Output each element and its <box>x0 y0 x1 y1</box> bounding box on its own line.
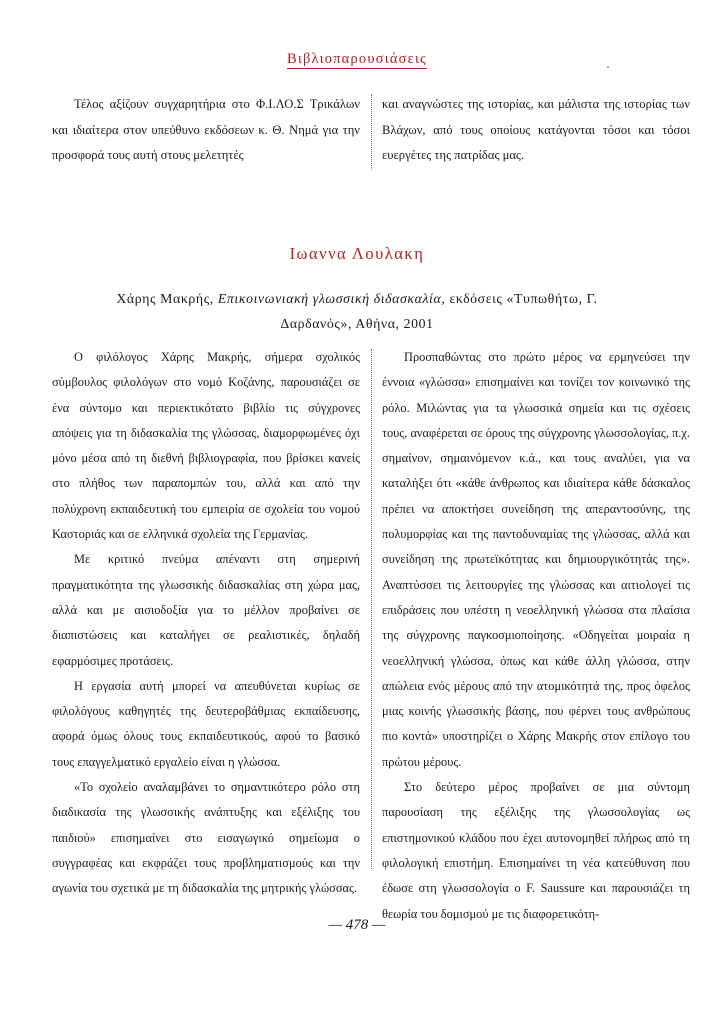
main-left-column <box>52 345 360 902</box>
review-author: Ιωαννα Λουλακη <box>289 244 425 263</box>
top-text-columns <box>52 92 690 172</box>
paragraph: «Το σχολείο αναλαμβάνει το σημαντικότερο ρόλο στη διαδικασία της γλωσσικής ανάπτυξης και εξέλιξης του παιδιού» επισημαίνει στο εισαγωγικό σημείωμα ο συγγραφέας και εκφράζει τους προβληματισμούς και την αγωνία του σχετικά με τη διδασκαλία της μητρικής γλώσσας. <box>52 780 360 896</box>
top-right-column <box>382 92 690 169</box>
paragraph: Προσπαθώντας στο πρώτο μέρος να ερμηνεύσει την έννοια «γλώσσα» επισημαίνει και τονίζει τον κοινωνικό της ρόλο. Μιλώντας για τα γλωσσικά σημεία και τις σχέσεις τους, αναφέρεται σε όρους της σύγχρονης γλωσσολογίας, π.χ. σημαίνον, σημαινόμενον κ.ά., και τους αναλύει, για να καταλήξει ότι «κάθε άνθρωπος και ιδιαίτερα κάθε δάσκαλος πρέπει να αποκτήσει συνείδηση της απεραντοσύνης, της πολυμορφίας και της παντοδυναμίας της γλώσσας, αλλά και συνείδηση της πρωτεϊκότητας και δημιουργικότητάς της». Αναπτύσσει τις λειτουργίες της γλώσσας και αιτιολογεί τις επιδράσεις που υπέστη η νεοελληνική γλώσσα στα πλαίσια της σύγχρονης παγκοσμιοποίησης. «Οδηγείται μοιραία η νεοελληνική γλώσσα, όπως και κάθε άλλη γλώσσα, στην απώλεια ενός μέρους από την ατομικότητά της, προς όφελος μιας κοινής γλωσσικής βάσης, που φέρνει τους ανθρώπους πιο κοντά» υποστηρίζει ο Χάρης Μακρής στον επίλογο του πρώτου μέρους. <box>382 350 690 769</box>
book-title: Επικοινωνιακή γλωσσική διδασκαλία, <box>217 291 446 306</box>
main-text-columns <box>52 345 690 921</box>
paragraph: Με κριτικό πνεύμα απέναντι στη σημερινή πραγματικότητα της γλωσσικής διδασκαλίας στη χώρα μας, αλλά και με αισιοδοξία για το μέλλον προβαίνει σε διαπιστώσεις και καταλήγει σε ρεαλιστικές, δηλαδή εφαρμόσιμες προτάσεις. <box>52 552 360 668</box>
page-number: — 478 — <box>328 917 386 933</box>
top-left-column <box>52 92 360 169</box>
paragraph: Ο φιλόλογος Χάρης Μακρής, σήμερα σχολικός σύμβουλος φιλολόγων στο νομό Κοζάνης, παρουσιάζει σε ένα σύντομο και περιεκτικότατο βιβλίο τις σύγχρονες απόψεις για τη διδασκαλία της γλώσσας, διαμορφωμένες όχι μόνο μέσα από τη διεθνή βιβλιογραφία, που βρίσκει κανείς στο πλήθος των παραπομπών του, αλλά και από την πολύχρονη εκπαιδευτική του εμπειρία σε σχολεία του νομού Καστοριάς και σε ελληνικά σχολεία της Γερμανίας. <box>52 350 360 542</box>
main-right-column <box>382 345 690 927</box>
speck <box>607 66 609 68</box>
section-header-title: Βιβλιοπαρουσιάσεις <box>286 51 427 67</box>
book-citation <box>90 286 624 336</box>
column-divider <box>371 94 372 170</box>
top-left-paragraph: Τέλος αξίζουν συγχαρητήρια στο Φ.Ι.ΛΟ.Σ Τρικάλων και ιδιαίτερα στον υπεύθυνο εκδόσεων κ. Θ. Νημά για την προσφορά τους αυτή στους μελετητές <box>52 97 360 162</box>
paragraph: Στο δεύτερο μέρος προβαίνει σε μια σύντομη παρουσίαση της εξέλιξης της γλωσσολογίας ως επιστημονικού κλάδου που έχει αυτονομηθεί πλήρως από τη φιλολογική επιστήμη. Επισημαίνει τη νέα κατεύθυνση που έδωσε στη γλωσσολογία ο F. Saussure και παρουσιάζει τη θεωρία του δομισμού με τις διαφορετικότη- <box>382 780 690 921</box>
book-publisher: εκδόσεις «Τυπωθήτω, Γ. Δαρδανός», Αθήνα, 2001 <box>280 291 598 331</box>
column-divider <box>371 349 372 869</box>
book-author: Χάρης Μακρής, <box>116 291 214 306</box>
paragraph: Η εργασία αυτή μπορεί να απευθύνεται κυρίως σε φιλολόγους καθηγητές της δευτεροβάθμιας εκπαίδευσης, αφορά όμως όλους τους εκπαιδευτικούς, αφού το βασικό τους επαγγελματικό εργαλείο είναι η γλώσσα. <box>52 678 360 769</box>
top-right-paragraph: και αναγνώστες της ιστορίας, και μάλιστα της ιστορίας των Βλάχων, από τους οποίους κατάγονται τόσοι και τόσοι ευεργέτες της πατρίδας μας. <box>382 97 690 162</box>
